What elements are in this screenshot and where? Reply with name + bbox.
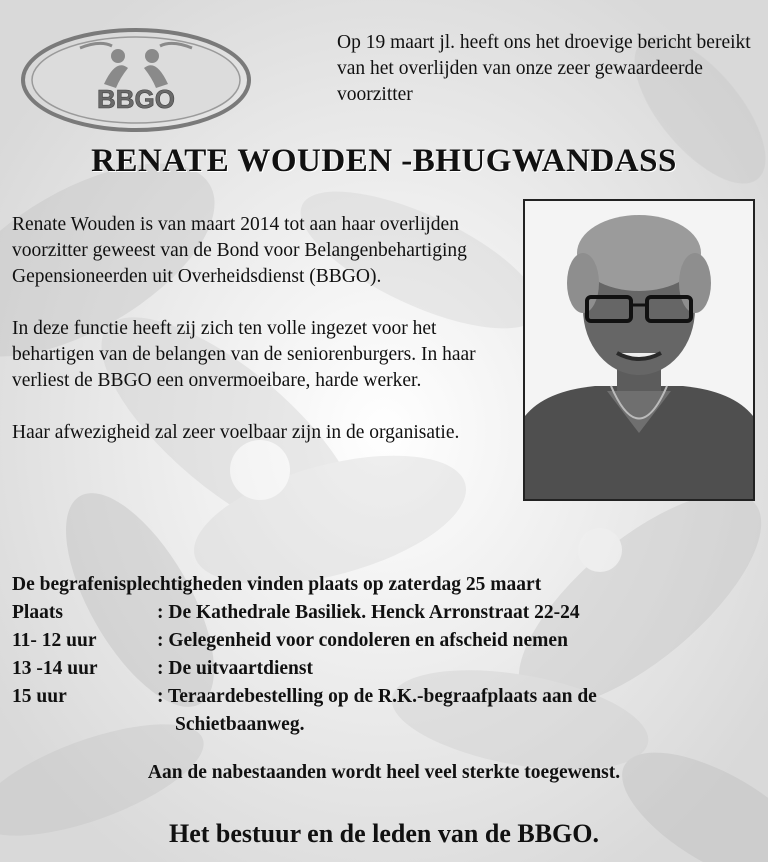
bio-paragraph: In deze functie heeft zij zich ten volle ingezet voor het behartigen van de belangen van de seniorenburgers. In haar verliest de BBGO een onvermoeibare, harde werker. <box>12 318 476 391</box>
biography <box>12 212 512 472</box>
schedule-row <box>12 599 762 627</box>
schedule-value: : De uitvaartdienst <box>157 658 313 679</box>
funeral-heading: De begrafenisplechtigheden vinden plaats op zaterdag 25 maart <box>12 574 542 595</box>
schedule-label: 15 uur <box>12 686 67 707</box>
schedule-label: Plaats <box>12 602 63 623</box>
schedule-row <box>12 655 762 683</box>
intro-text: Op 19 maart jl. heeft ons het droevige bericht bereikt van het overlijden van onze zeer gewaardeerde voorzitter <box>337 32 751 105</box>
bio-paragraph: Renate Wouden is van maart 2014 tot aan haar overlijden voorzitter geweest van de Bond voor Belangenbehartiging Gepensioneerden uit Overheidsdienst (BBGO). <box>12 214 467 287</box>
deceased-name: RENATE WOUDEN -BHUGWANDASS <box>91 143 677 179</box>
logo-text: BBGO <box>97 84 175 114</box>
closing-signature: Het bestuur en de leden van de BBGO. <box>168 819 599 848</box>
schedule-value: : De Kathedrale Basiliek. Henck Arronstraat 22-24 <box>157 602 580 623</box>
schedule-value: : Teraardebestelling op de R.K.-begraafplaats aan de <box>157 686 597 707</box>
schedule-label: 11- 12 uur <box>12 630 97 651</box>
portrait-photo <box>523 199 755 501</box>
funeral-details <box>12 571 762 739</box>
condolence-wish: Aan de nabestaanden wordt heel veel sterkte toegewenst. <box>147 762 621 783</box>
bbgo-logo <box>20 28 252 133</box>
bio-paragraph: Haar afwezigheid zal zeer voelbaar zijn in de organisatie. <box>12 422 460 443</box>
schedule-row <box>12 627 762 655</box>
schedule-value: : Gelegenheid voor condoleren en afscheid nemen <box>157 630 568 651</box>
schedule-row <box>12 683 762 711</box>
schedule-continuation: Schietbaanweg. <box>175 714 305 735</box>
schedule-label: 13 -14 uur <box>12 658 98 679</box>
